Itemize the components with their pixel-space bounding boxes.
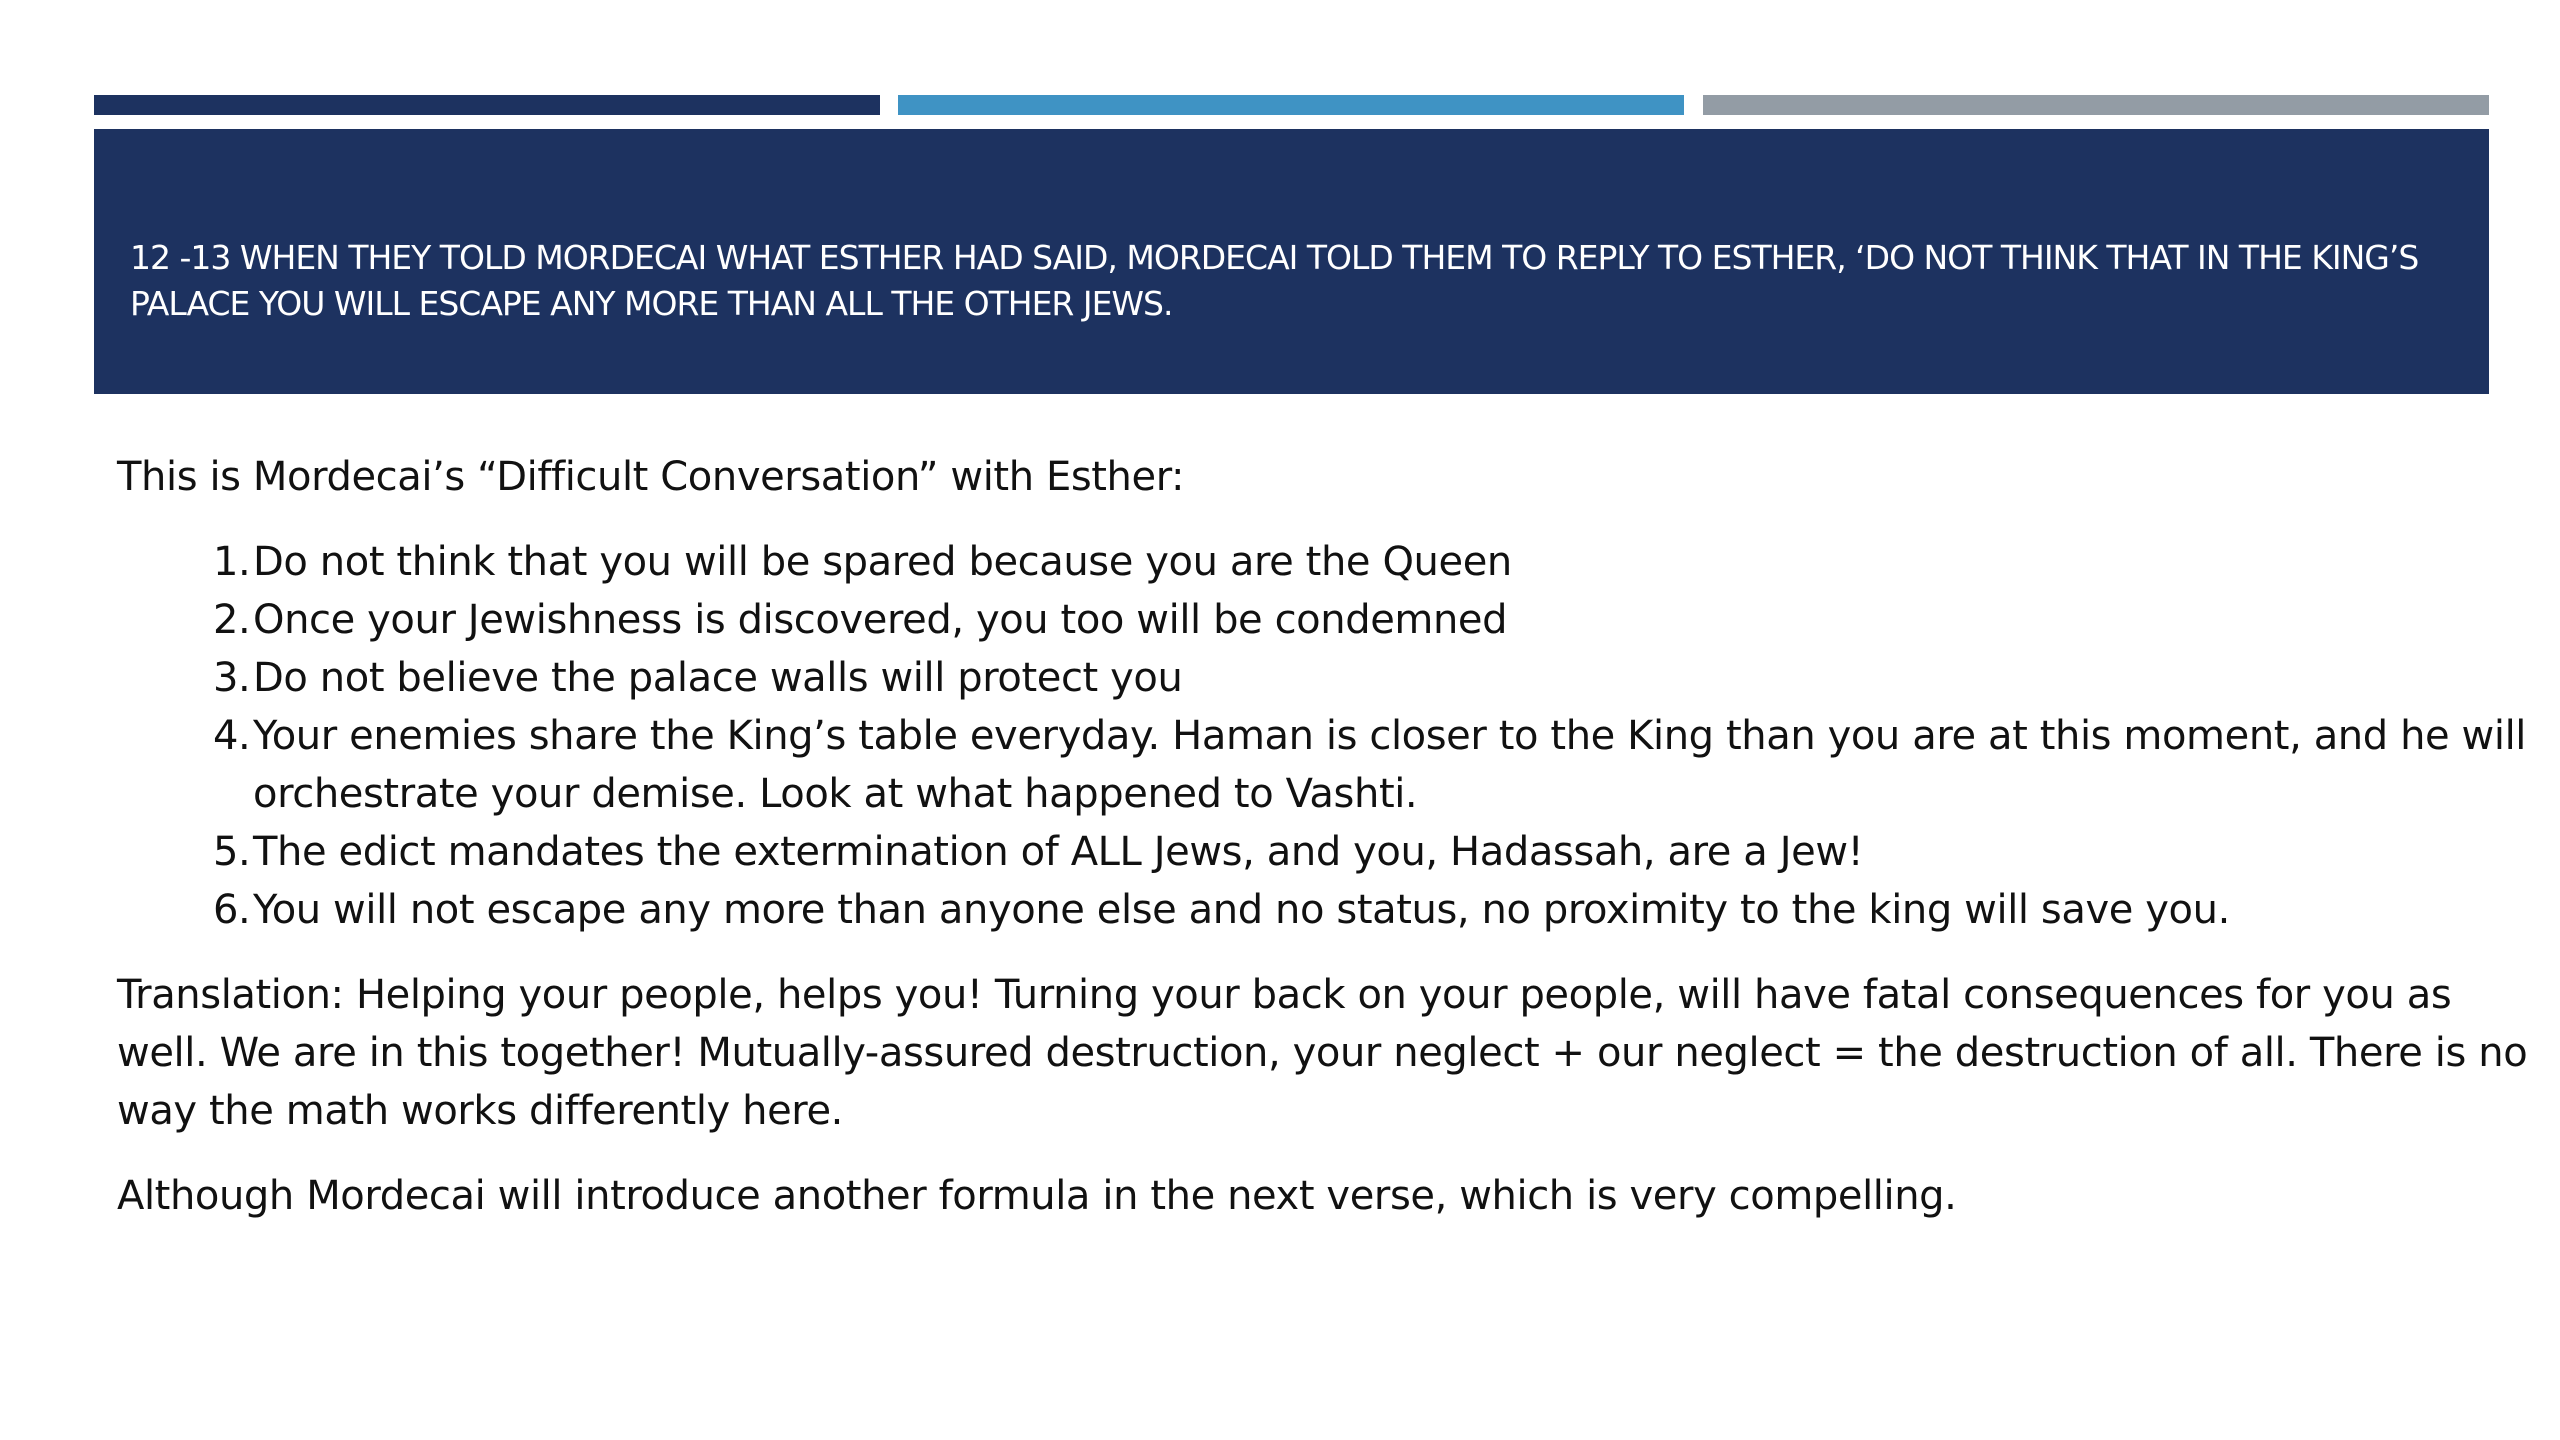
list-item — [117, 533, 2537, 591]
list-item — [117, 823, 2537, 881]
list-item — [117, 881, 2537, 939]
list-item-text: Once your Jewishness is discovered, you too will be condemned — [253, 597, 1508, 643]
list-item-number: 3. — [213, 655, 251, 701]
accent-bar-blue — [898, 95, 1684, 115]
list-item-number: 4. — [213, 713, 251, 759]
list-item — [117, 591, 2537, 649]
list-item-text: You will not escape any more than anyone else and no status, no proximity to the king will save you. — [253, 887, 2230, 933]
slide-title: 12 -13 WHEN THEY TOLD MORDECAI WHAT ESTHER HAD SAID, MORDECAI TOLD THEM TO REPLY TO ESTHER, ‘DO NOT THINK THAT IN THE KING’S PALACE YOU WILL ESCAPE ANY MORE THAN ALL THE OTHER JEWS. — [130, 238, 2419, 323]
list-item-number: 6. — [213, 887, 251, 933]
list-item-number: 5. — [213, 829, 251, 875]
list-item-text: Your enemies share the King’s table everyday. Haman is closer to the King than you are at this moment, and he will orchestrate your demise. Look at what happened to Vashti. — [253, 713, 2526, 817]
accent-bar-gray — [1703, 95, 2489, 115]
title-banner — [94, 129, 2489, 394]
list-item — [117, 707, 2537, 823]
points-list — [117, 533, 2537, 939]
accent-bar-dark — [94, 95, 880, 115]
list-item-text: Do not think that you will be spared because you are the Queen — [253, 539, 1512, 585]
translation-paragraph: Translation: Helping your people, helps you! Turning your back on your people, will have fatal consequences for you as well. We are in this together! Mutually-assured destruction, your neglect + our neglect = the destruction of all. There is no way the math works differently here. — [117, 972, 2528, 1134]
closing-paragraph: Although Mordecai will introduce another formula in the next verse, which is very compelling. — [117, 1173, 1957, 1219]
slide-body — [117, 448, 2537, 1225]
list-item-text: Do not believe the palace walls will protect you — [253, 655, 1183, 701]
list-item-text: The edict mandates the extermination of ALL Jews, and you, Hadassah, are a Jew! — [253, 829, 1864, 875]
intro-text: This is Mordecai’s “Difficult Conversation” with Esther: — [117, 454, 1185, 500]
list-item-number: 1. — [213, 539, 251, 585]
list-item-number: 2. — [213, 597, 251, 643]
list-item — [117, 649, 2537, 707]
